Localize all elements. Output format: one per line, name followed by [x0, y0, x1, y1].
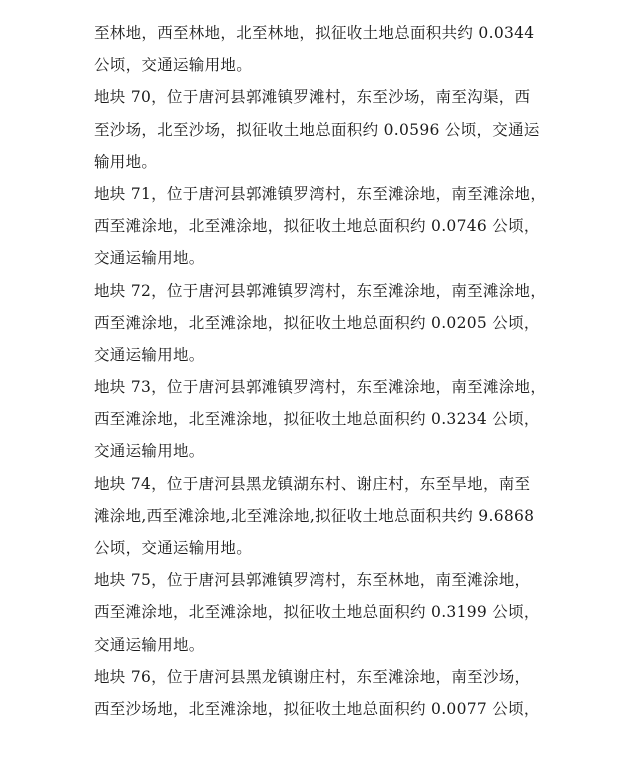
text-line: 至林地，西至林地，北至林地，拟征收土地总面积共约 0.0344 [94, 24, 535, 42]
text-line: 地块 72，位于唐河县郭滩镇罗湾村，东至滩涂地，南至滩涂地， [94, 281, 547, 300]
text-line: 交通运输用地。 [94, 635, 205, 654]
text-line: 输用地。 [94, 152, 158, 171]
text-line: 交通运输用地。 [94, 345, 205, 364]
text-line: 公顷，交通运输用地。 [94, 56, 253, 75]
text-line: 地块 76，位于唐河县黑龙镇谢庄村，东至滩涂地，南至沙场， [94, 667, 531, 686]
text-line: 地块 74，位于唐河县黑龙镇湖东村、谢庄村，东至旱地，南至 [94, 474, 531, 493]
text-line: 西至滩涂地，北至滩涂地，拟征收土地总面积约 0.0746 公顷， [94, 217, 540, 236]
text-line: 地块 75，位于唐河县郭滩镇罗湾村，东至林地，南至滩涂地， [94, 571, 531, 590]
text-line: 交通运输用地。 [94, 249, 205, 268]
text-line: 交通运输用地。 [94, 442, 205, 461]
text-line: 至沙场，北至沙场，拟征收土地总面积约 0.0596 公顷，交通运 [94, 120, 540, 139]
text-line: 地块 70，位于唐河县郭滩镇罗滩村，东至沙场，南至沟渠，西 [94, 88, 531, 107]
text-line: 西至滩涂地，北至滩涂地，拟征收土地总面积约 0.0205 公顷， [94, 313, 540, 332]
text-line: 地块 71，位于唐河县郭滩镇罗湾村，东至滩涂地，南至滩涂地， [94, 184, 547, 203]
text-line: 滩涂地,西至滩涂地,北至滩涂地,拟征收土地总面积共约 9.6868 [94, 506, 535, 525]
text-line: 西至滩涂地，北至滩涂地，拟征收土地总面积约 0.3234 公顷， [94, 410, 540, 429]
text-line: 西至沙场地，北至滩涂地，拟征收土地总面积约 0.0077 公顷， [94, 699, 540, 718]
text-line: 地块 73，位于唐河县郭滩镇罗湾村，东至滩涂地，南至滩涂地， [94, 378, 547, 397]
text-line: 西至滩涂地，北至滩涂地，拟征收土地总面积约 0.3199 公顷， [94, 603, 540, 622]
document-body [94, 17, 546, 725]
text-line: 公顷，交通运输用地。 [94, 539, 253, 557]
